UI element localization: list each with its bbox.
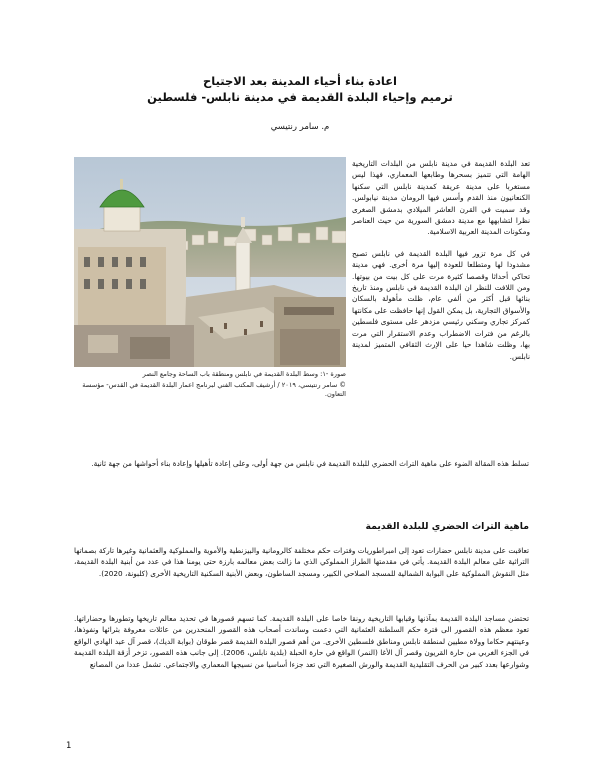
article-title-line2: ترميم وإحياء البلدة القديمة في مدينة نابلس- فلسطين [147, 90, 453, 104]
section-heading: ماهية التراث الحضري للبلدة القديمة [365, 521, 529, 532]
author-name: م. سامر رنتيسي [270, 122, 330, 132]
intro-column [352, 158, 530, 372]
body-paragraph-2: تحتضن مساجد البلدة القديمة بمآذنها وقبابها التاريخية رونقا خاصا على البلدة القديمة. كما تسهم قصورها في تحديد معالم تاريخها وتطورها وحضاراتها. تعود معظم هذه القصور الى فترة حكم السلطنة العثمانية التي دعمت وساندت أصحاب هذه القصور المنحدرين من عائلات معروفة بثرائها ونفوذها، وعينتهم حكاما وولاة مطيين لمنطقة نابلس ومناطق فلسطين الأخرى. من أهم قصور البلدة القديمة قصر طوقان (بوابة الديك)، قصر آل عبد الهادي الواقع في الجزء الغربي من حارة القريون وقصر آل الأغا (النمر) الواقع في حارة الحبلة (بلدية نابلس، 2006). إلى جانب هذه القصور، تزخر أزقة البلدة القديمة وشوارعها بعدد كبير من الحرف التقليدية القديمة والورش الصغيرة التي تعد جزءا أساسيا من نسيجها المعماري والاجتماعي. تشمل عددا من المصانع [74, 614, 530, 669]
scope-paragraph: تسلط هذه المقالة الضوء على ماهية التراث الحضري للبلدة القديمة في نابلس من جهة أولى، وعلى إعادة تأهيلها وإعادة بناء أحواشها من جهة ثانية. [91, 459, 529, 468]
figure-caption-credit: © سامر رنتيسي، ٢٠١٩ / أرشيف المكتب الفني لبرنامج اعمار البلدة القديمة في القدس- مؤسسة التعاون. [82, 381, 346, 398]
article-title-line1: اعادة بناء أحياء المدينة بعد الاجتياح [203, 74, 397, 88]
figure-caption [74, 370, 346, 401]
intro-paragraph-2: في كل مرة تزور فيها البلدة القديمة في نابلس تصبح مشدودا لها ومتطلعا للعودة إليها مرة أخرى. فهي مدينة تحاكي أحداثا وقصصا كثيرة مرت على كل بيت من بيوتها. ومن اللافت للنظر ان البلدة القديمة في نابلس ومنذ تاريخ بنائها قبل أكثر من ألفي عام، ظلت مأهولة بالسكان والأسواق التجارية، بل يمكن القول إنها حافظت على مكانتها كمركز تجاري وسكني رئيسي مزدهر على مستوى فلسطين بالرغم من فترات الاضطراب وعدم الاستقرار التي مرت بها، وظلت شاهدا حيا على الإرث الثقافي المتميز لمدينة نابلس. [352, 248, 530, 361]
figure-caption-title: صورة -١: وسط البلدة القديمة في نابلس ومنطقة باب الساحة وجامع النصر [142, 370, 346, 378]
page-number: 1 [66, 741, 72, 751]
old-city-photo-illustration [74, 157, 346, 367]
old-city-photo [74, 157, 346, 367]
body-paragraph-1: تعاقبت على مدينة نابلس حضارات تعود إلى امبراطوريات وفترات حكم مختلفة كالرومانية والبيزنطية والأموية والمملوكية والعثمانية وغيرها تاركة بصماتها التراثية على معالم البلدة القديمة. يأتي في مقدمتها الطراز المملوكي الذي ما زالت بعض معالمه بارزة حتى يومنا هذا في عدد من أبنية البلدة القديمة، مثل النقوش المملوكية على البوابة الشمالية للمسجد الصلاحي الكبير، ومسجد الساطون، وبعض الأبنية السكنية التاريخية الأخرى (كلبونة، 2020). [74, 546, 529, 578]
intro-paragraph-1: تعد البلدة القديمة في مدينة نابلس من البلدات التاريخية الهامة التي تتميز بسحرها وطابعها المعماري، فهذا ليس مستغربا على مدينة عريقة كمدينة نابلس التي سكنها الكنعانيون منذ القدم وأسس فيها الرومان مدينة نيابولس. وقد سميت في القرن العاشر الميلادي بدمشق الصغرى نظرا لتشابهها مع مدينة دمشق السورية من حيث العناصر ومكونات المدينة العربية الاسلامية. [352, 159, 530, 237]
